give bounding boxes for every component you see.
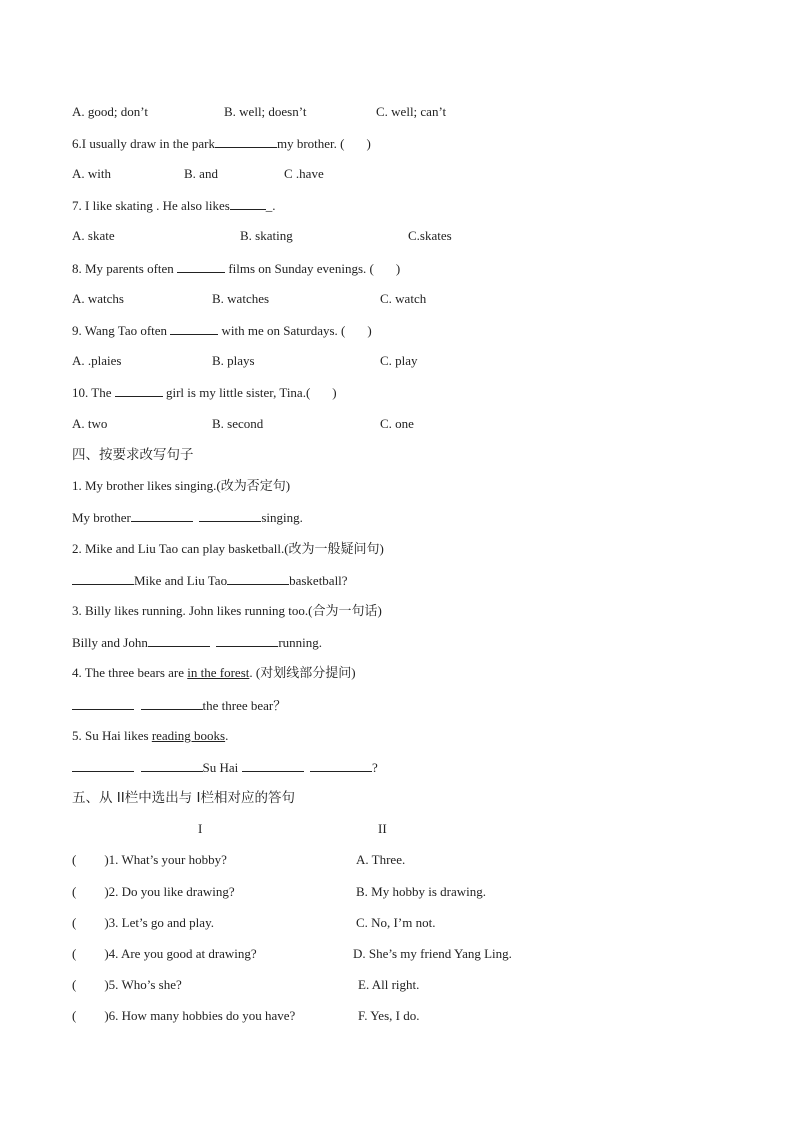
q8-option-a: A. watchs [72,291,124,306]
answer-blank[interactable] [131,509,193,522]
answer-blank[interactable] [227,572,289,585]
q9-option-b: B. plays [212,353,255,368]
q9-option-c: C. play [380,353,418,368]
question-6: 6.I usually draw in the park my brother. ( ) [72,136,371,151]
match-answer-a: A. Three. [356,852,406,867]
match-row-6: ( )6. How many hobbies do you have? [72,1008,296,1023]
answer-blank[interactable] [141,697,203,710]
match-answer-e: E. All right. [358,977,420,992]
rewrite-question-3: 3. Billy likes running. John likes running too.(合为一句话) [72,603,382,618]
answer-blank[interactable] [170,322,218,335]
match-answer-d: D. She’s my friend Yang Ling. [353,946,512,961]
q6-option-c: C .have [284,166,324,181]
section-5-title: 五、从 II栏中选出与 I栏相对应的答句 [72,790,296,806]
q10-option-c: C. one [380,416,414,431]
q5-option-a: A. good; don’t [72,104,148,119]
answer-blank[interactable] [215,135,277,148]
q7-option-c: C.skates [408,228,452,243]
section-4-title: 四、按要求改写句子 [72,447,194,463]
rewrite-question-5: 5. Su Hai likes reading books. [72,728,229,743]
q6-option-a: A. with [72,166,111,181]
q10-option-a: A. two [72,416,108,431]
rewrite-answer-4: the three bear？ [72,697,286,714]
answer-blank[interactable] [216,634,278,647]
answer-blank[interactable] [230,197,266,210]
q8-option-b: B. watches [212,291,270,306]
rewrite-question-2: 2. Mike and Liu Tao can play basketball.(改为一般疑问句) [72,541,384,556]
answer-blank[interactable] [72,572,134,585]
question-10: 10. The girl is my little sister, Tina.( ) [72,385,337,400]
match-row-1: ( )1. What’s your hobby? [72,852,227,867]
q6-option-b: B. and [184,166,218,181]
q9-option-a: A. .plaies [72,353,122,368]
answer-blank[interactable] [72,759,134,772]
q10-option-b: B. second [212,416,264,431]
rewrite-answer-2: Mike and Liu Tao basketball? [72,572,348,589]
question-9: 9. Wang Tao often with me on Saturdays. ( ) [72,323,372,338]
match-row-3: ( )3. Let’s go and play. [72,915,214,930]
q5-option-b: B. well; doesn’t [224,104,307,119]
column-header-i: I [198,821,203,836]
rewrite-question-1: 1. My brother likes singing.(改为否定句) [72,478,291,493]
answer-blank[interactable] [199,509,261,522]
match-row-5: ( )5. Who’s she? [72,977,182,992]
column-header-ii: II [378,821,387,836]
answer-blank[interactable] [141,759,203,772]
answer-blank[interactable] [310,759,372,772]
q7-option-a: A. skate [72,228,115,243]
match-row-4: ( )4. Are you good at drawing? [72,946,257,961]
rewrite-question-4: 4. The three bears are in the forest. (对划线部分提问) [72,665,356,680]
answer-blank[interactable] [115,384,163,397]
match-row-2: ( )2. Do you like drawing? [72,884,235,899]
q7-option-b: B. skating [240,228,293,243]
match-answer-b: B. My hobby is drawing. [356,884,486,899]
q8-option-c: C. watch [380,291,427,306]
answer-blank[interactable] [148,634,210,647]
answer-blank[interactable] [242,759,304,772]
q5-option-c: C. well; can’t [376,104,447,119]
rewrite-answer-1: My brother singing. [72,510,303,525]
answer-blank[interactable] [177,260,225,273]
answer-blank[interactable] [72,697,134,710]
match-answer-c: C. No, I’m not. [356,915,436,930]
question-7: 7. I like skating . He also likes _. [72,198,276,213]
rewrite-answer-3: Billy and John running. [72,635,323,650]
match-answer-f: F. Yes, I do. [358,1008,420,1023]
rewrite-answer-5: Su Hai ? [72,759,378,776]
question-8: 8. My parents often films on Sunday evenings. ( ) [72,261,401,276]
